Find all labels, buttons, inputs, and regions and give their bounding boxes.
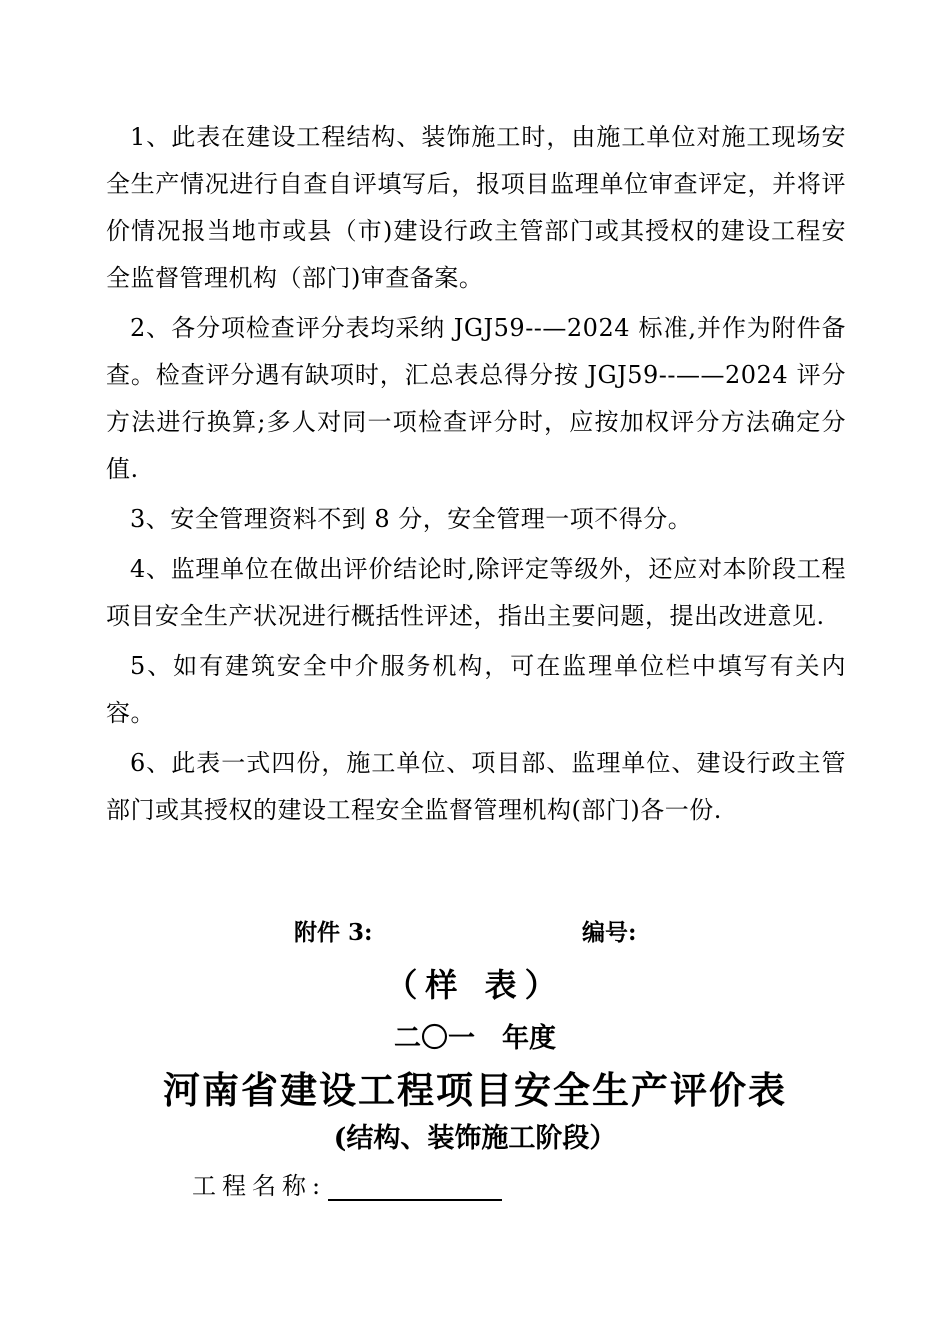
project-name-field[interactable] <box>328 1171 502 1201</box>
instruction-item-4: 4、监理单位在做出评价结论时,除评定等级外，还应对本阶段工程项目安全生产状况进行概括性评述，指出主要问题，提出改进意见. <box>106 555 846 630</box>
instruction-item-5: 5、如有建筑安全中介服务机构，可在监理单位栏中填写有关内容。 <box>106 652 846 727</box>
instruction-item-6: 6、此表一式四份，施工单位、项目部、监理单位、建设行政主管部门或其授权的建设工程安全监督管理机构(部门)各一份. <box>106 749 846 824</box>
instruction-item-3: 3、安全管理资料不到 8 分，安全管理一项不得分。 <box>130 505 693 533</box>
instructions-list <box>106 114 846 837</box>
attachment-label: 附件 3: <box>294 919 373 946</box>
number-label: 编号: <box>582 919 637 946</box>
form-subtitle: (结构、装饰施工阶段） <box>333 1123 617 1154</box>
sample-label: （样 表） <box>385 966 565 1004</box>
year-label: 二〇一 年度 <box>394 1023 556 1054</box>
form-title: 河南省建设工程项目安全生产评价表 <box>163 1068 787 1112</box>
instruction-item-2: 2、各分项检查评分表均采纳 JGJ59--—2024 标准,并作为附件备查。检查评分遇有缺项时，汇总表总得分按 JGJ59--——2024 评分方法进行换算;多人对同一项检查评分时，应按加权评分方法确定分值. <box>106 314 846 483</box>
project-name-label: 工程名称: <box>192 1172 327 1200</box>
instruction-item-1: 1、此表在建设工程结构、装饰施工时，由施工单位对施工现场安全生产情况进行自查自评填写后，报项目监理单位审查评定，并将评价情况报当地市或县（市)建设行政主管部门或其授权的建设工程安全监督管理机构（部门)审查备案。 <box>106 123 846 292</box>
project-name-row <box>192 1166 502 1201</box>
attachment-row <box>0 914 950 950</box>
